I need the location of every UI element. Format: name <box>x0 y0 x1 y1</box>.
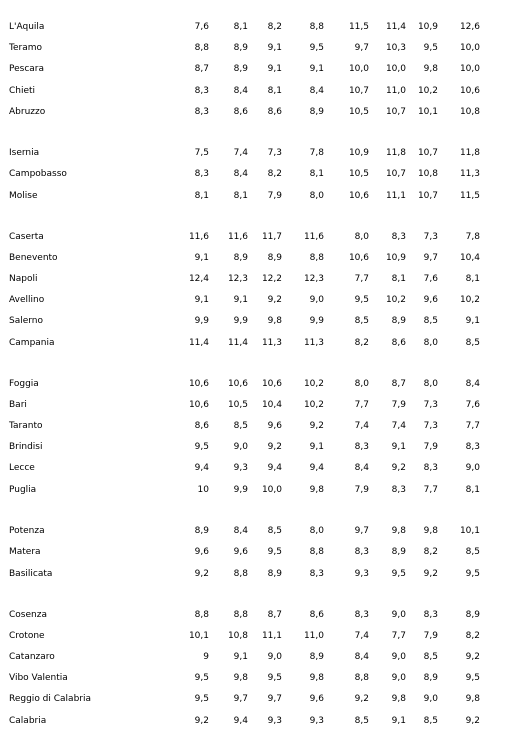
table-cell: 9,5 <box>465 569 480 579</box>
table-cell: 9,8 <box>423 64 438 74</box>
table-cell: 10,6 <box>261 379 282 389</box>
table-cell: 11,3 <box>261 338 282 348</box>
table-cell: 8,3 <box>423 463 438 473</box>
table-row <box>0 250 507 266</box>
table-cell: 7,3 <box>423 400 438 410</box>
table-cell: 9,0 <box>267 652 282 662</box>
table-cell: 9,2 <box>423 569 438 579</box>
table-cell: 9,6 <box>194 547 209 557</box>
table-cell: 9,1 <box>465 316 480 326</box>
table-cell: 8,6 <box>194 421 209 431</box>
table-cell: 10,7 <box>348 86 369 96</box>
row-label: Salerno <box>9 316 44 326</box>
table-cell: 8,5 <box>465 338 480 348</box>
table-cell: 9,1 <box>233 295 248 305</box>
table-row <box>0 166 507 182</box>
table-cell: 9,7 <box>423 253 438 263</box>
table-cell: 9,3 <box>267 716 282 726</box>
table-cell: 9,3 <box>354 569 369 579</box>
row-label: Avellino <box>9 295 45 305</box>
table-cell: 10,5 <box>348 107 369 117</box>
table-cell: 10,4 <box>459 253 480 263</box>
table-cell: 9,5 <box>391 569 406 579</box>
table-cell: 8,8 <box>309 22 324 32</box>
table-cell: 9,5 <box>465 673 480 683</box>
table-cell: 8,1 <box>391 274 406 284</box>
table-cell: 10,6 <box>188 379 209 389</box>
table-cell: 7,4 <box>354 421 369 431</box>
row-label: Campobasso <box>9 169 67 179</box>
table-cell: 8,3 <box>354 547 369 557</box>
table-cell: 8,1 <box>194 191 209 201</box>
table-cell: 11,0 <box>385 86 406 96</box>
table-cell: 7,7 <box>354 400 369 410</box>
table-cell: 10,3 <box>385 43 406 53</box>
table-cell: 9,0 <box>391 652 406 662</box>
table-cell: 9,7 <box>267 694 282 704</box>
table-cell: 10,0 <box>385 64 406 74</box>
row-label: Campania <box>9 338 55 348</box>
table-cell: 7,4 <box>391 421 406 431</box>
table-cell: 9,9 <box>309 316 324 326</box>
table-cell: 11,5 <box>348 22 369 32</box>
table-cell: 8,1 <box>309 169 324 179</box>
table-cell: 9 <box>203 652 209 662</box>
table-cell: 8,5 <box>465 547 480 557</box>
table-cell: 9,6 <box>423 295 438 305</box>
table-row <box>0 566 507 582</box>
table-cell: 10,5 <box>348 169 369 179</box>
table-cell: 10,0 <box>261 485 282 495</box>
table-cell: 9,5 <box>309 43 324 53</box>
table-cell: 9,6 <box>267 421 282 431</box>
table-cell: 8,7 <box>194 64 209 74</box>
table-cell: 8,0 <box>423 338 438 348</box>
table-cell: 9,1 <box>267 64 282 74</box>
table-cell: 10,2 <box>385 295 406 305</box>
table-cell: 11,1 <box>385 191 406 201</box>
table-cell: 8,3 <box>423 610 438 620</box>
table-cell: 11,6 <box>227 232 248 242</box>
row-label: Caserta <box>9 232 44 242</box>
table-cell: 9,8 <box>233 673 248 683</box>
table-cell: 9,2 <box>267 442 282 452</box>
table-cell: 7,6 <box>423 274 438 284</box>
table-cell: 9,1 <box>309 442 324 452</box>
row-label: Vibo Valentia <box>9 673 68 683</box>
table-cell: 12,2 <box>261 274 282 284</box>
table-cell: 7,4 <box>354 631 369 641</box>
table-cell: 9,2 <box>267 295 282 305</box>
table-cell: 11,0 <box>303 631 324 641</box>
table-cell: 8,4 <box>309 86 324 96</box>
table-cell: 8,4 <box>354 463 369 473</box>
table-row <box>0 229 507 245</box>
table-cell: 9,8 <box>423 526 438 536</box>
table-cell: 8,3 <box>354 610 369 620</box>
table-row <box>0 628 507 644</box>
table-cell: 9,8 <box>465 694 480 704</box>
table-cell: 9,2 <box>194 569 209 579</box>
table-cell: 8,3 <box>465 442 480 452</box>
table-cell: 10,2 <box>459 295 480 305</box>
table-cell: 9,8 <box>309 485 324 495</box>
table-cell: 10,0 <box>348 64 369 74</box>
table-cell: 7,9 <box>391 400 406 410</box>
table-cell: 8,8 <box>233 569 248 579</box>
table-cell: 8,0 <box>309 526 324 536</box>
row-label: Reggio di Calabria <box>9 694 91 704</box>
table-row <box>0 19 507 35</box>
table-cell: 8,3 <box>194 107 209 117</box>
row-label: Isernia <box>9 148 40 158</box>
table-cell: 9,1 <box>194 253 209 263</box>
table-cell: 12,3 <box>227 274 248 284</box>
row-label: Benevento <box>9 253 58 263</box>
table-cell: 10,8 <box>227 631 248 641</box>
table-row <box>0 188 507 204</box>
table-cell: 8,9 <box>267 253 282 263</box>
table-cell: 10,6 <box>227 379 248 389</box>
table-row <box>0 691 507 707</box>
table-cell: 8,7 <box>391 379 406 389</box>
table-cell: 11,1 <box>261 631 282 641</box>
table-cell: 9,0 <box>423 694 438 704</box>
table-cell: 8,3 <box>194 86 209 96</box>
table-cell: 8,6 <box>267 107 282 117</box>
table-cell: 10,7 <box>385 107 406 117</box>
table-cell: 9,8 <box>309 673 324 683</box>
table-cell: 9,3 <box>233 463 248 473</box>
table-row <box>0 104 507 120</box>
table-cell: 9,9 <box>233 485 248 495</box>
table-cell: 8,9 <box>309 652 324 662</box>
table-cell: 9,7 <box>354 526 369 536</box>
table-cell: 11,3 <box>303 338 324 348</box>
table-cell: 8,8 <box>194 43 209 53</box>
table-cell: 9,6 <box>233 547 248 557</box>
table-cell: 9,2 <box>354 694 369 704</box>
row-label: Calabria <box>9 716 47 726</box>
table-cell: 8,8 <box>233 610 248 620</box>
table-row <box>0 670 507 686</box>
table-cell: 10,8 <box>459 107 480 117</box>
table-cell: 11,4 <box>188 338 209 348</box>
table-cell: 12,3 <box>303 274 324 284</box>
row-label: Catanzaro <box>9 652 55 662</box>
table-cell: 8,3 <box>391 232 406 242</box>
table-row <box>0 271 507 287</box>
table-row <box>0 460 507 476</box>
table-cell: 10,0 <box>459 43 480 53</box>
table-cell: 8,3 <box>391 485 406 495</box>
table-cell: 7,7 <box>423 485 438 495</box>
table-cell: 12,6 <box>459 22 480 32</box>
table-cell: 7,3 <box>423 421 438 431</box>
table-cell: 11,4 <box>385 22 406 32</box>
table-cell: 8,8 <box>309 253 324 263</box>
row-label: Chieti <box>9 86 36 96</box>
table-cell: 8,9 <box>194 526 209 536</box>
row-label: Potenza <box>9 526 45 536</box>
table-cell: 9,4 <box>194 463 209 473</box>
table-cell: 9,5 <box>267 673 282 683</box>
table-cell: 12,4 <box>188 274 209 284</box>
table-cell: 9,5 <box>423 43 438 53</box>
table-row <box>0 376 507 392</box>
row-label: Brindisi <box>9 442 43 452</box>
table-cell: 9,4 <box>267 463 282 473</box>
table-cell: 9,2 <box>309 421 324 431</box>
table-cell: 7,9 <box>423 631 438 641</box>
table-cell: 7,3 <box>267 148 282 158</box>
table-cell: 8,4 <box>233 86 248 96</box>
table-row <box>0 83 507 99</box>
table-cell: 9,2 <box>391 463 406 473</box>
table-cell: 10,6 <box>459 86 480 96</box>
table-cell: 9,0 <box>309 295 324 305</box>
row-label: Bari <box>9 400 27 410</box>
table-cell: 9,1 <box>267 43 282 53</box>
table-row <box>0 145 507 161</box>
table-cell: 8,9 <box>233 253 248 263</box>
table-cell: 9,1 <box>233 652 248 662</box>
table-cell: 11,6 <box>188 232 209 242</box>
table-cell: 7,3 <box>423 232 438 242</box>
table-cell: 8,9 <box>465 610 480 620</box>
table-row <box>0 607 507 623</box>
table-row <box>0 397 507 413</box>
table-cell: 9,5 <box>194 694 209 704</box>
row-label: Basilicata <box>9 569 53 579</box>
table-row <box>0 418 507 434</box>
table-cell: 8,2 <box>354 338 369 348</box>
table-row <box>0 544 507 560</box>
table-cell: 10,1 <box>459 526 480 536</box>
row-label: Crotone <box>9 631 45 641</box>
table-cell: 8,2 <box>267 22 282 32</box>
table-cell: 8,5 <box>267 526 282 536</box>
table-cell: 8,9 <box>309 107 324 117</box>
table-cell: 7,7 <box>354 274 369 284</box>
table-cell: 7,8 <box>309 148 324 158</box>
table-cell: 10,6 <box>348 253 369 263</box>
table-cell: 8,0 <box>423 379 438 389</box>
row-label: Cosenza <box>9 610 47 620</box>
table-cell: 8,4 <box>233 526 248 536</box>
table-row <box>0 523 507 539</box>
table-cell: 8,9 <box>233 43 248 53</box>
row-label: Matera <box>9 547 41 557</box>
table-cell: 8,3 <box>194 169 209 179</box>
table-cell: 8,8 <box>309 547 324 557</box>
table-cell: 8,5 <box>233 421 248 431</box>
table-cell: 10,2 <box>303 400 324 410</box>
table-cell: 8,6 <box>309 610 324 620</box>
table-row <box>0 313 507 329</box>
row-label: Teramo <box>9 43 42 53</box>
table-cell: 8,9 <box>391 316 406 326</box>
row-label: Molise <box>9 191 38 201</box>
table-cell: 8,2 <box>465 631 480 641</box>
table-cell: 10,2 <box>303 379 324 389</box>
table-cell: 7,9 <box>267 191 282 201</box>
row-label: Taranto <box>9 421 43 431</box>
table-row <box>0 335 507 351</box>
table-cell: 11,3 <box>459 169 480 179</box>
table-cell: 8,4 <box>233 169 248 179</box>
table-cell: 8,1 <box>267 86 282 96</box>
table-cell: 10,8 <box>417 169 438 179</box>
table-cell: 9,1 <box>391 442 406 452</box>
table-cell: 11,5 <box>459 191 480 201</box>
table-cell: 10,9 <box>385 253 406 263</box>
table-cell: 9,4 <box>309 463 324 473</box>
table-cell: 10,7 <box>417 148 438 158</box>
table-cell: 8,2 <box>267 169 282 179</box>
table-cell: 7,4 <box>233 148 248 158</box>
table-cell: 8,5 <box>423 316 438 326</box>
table-row <box>0 649 507 665</box>
table-cell: 8,6 <box>233 107 248 117</box>
table-cell: 9,9 <box>194 316 209 326</box>
table-cell: 9,5 <box>194 673 209 683</box>
table-cell: 8,1 <box>233 191 248 201</box>
table-cell: 10,5 <box>227 400 248 410</box>
table-row <box>0 713 507 729</box>
table-cell: 8,5 <box>423 716 438 726</box>
table-cell: 8,0 <box>354 379 369 389</box>
table-cell: 8,3 <box>309 569 324 579</box>
row-label: Napoli <box>9 274 38 284</box>
table-cell: 8,9 <box>233 64 248 74</box>
table-cell: 8,4 <box>354 652 369 662</box>
table-cell: 8,6 <box>391 338 406 348</box>
table-cell: 10 <box>197 485 209 495</box>
table-cell: 9,3 <box>309 716 324 726</box>
table-cell: 11,8 <box>385 148 406 158</box>
table-row <box>0 292 507 308</box>
table-cell: 9,5 <box>354 295 369 305</box>
table-cell: 7,9 <box>423 442 438 452</box>
table-cell: 7,6 <box>194 22 209 32</box>
table-cell: 9,7 <box>233 694 248 704</box>
table-row <box>0 482 507 498</box>
table-cell: 9,9 <box>233 316 248 326</box>
table-cell: 10,6 <box>348 191 369 201</box>
table-cell: 9,0 <box>391 673 406 683</box>
table-cell: 7,8 <box>465 232 480 242</box>
table-cell: 9,0 <box>391 610 406 620</box>
row-label: Pescara <box>9 64 45 74</box>
table-cell: 7,7 <box>391 631 406 641</box>
table-cell: 10,6 <box>188 400 209 410</box>
table-cell: 9,1 <box>309 64 324 74</box>
table-cell: 8,1 <box>465 274 480 284</box>
table-row <box>0 61 507 77</box>
table-cell: 8,1 <box>465 485 480 495</box>
table-cell: 9,8 <box>267 316 282 326</box>
table-cell: 10,9 <box>417 22 438 32</box>
table-cell: 8,3 <box>354 442 369 452</box>
table-row <box>0 439 507 455</box>
table-cell: 8,0 <box>354 232 369 242</box>
table-cell: 9,1 <box>194 295 209 305</box>
table-cell: 7,5 <box>194 148 209 158</box>
table-cell: 9,2 <box>194 716 209 726</box>
table-cell: 8,5 <box>354 316 369 326</box>
table-cell: 8,7 <box>267 610 282 620</box>
row-label: L'Aquila <box>9 22 45 32</box>
table-cell: 9,0 <box>233 442 248 452</box>
table-cell: 10,2 <box>417 86 438 96</box>
row-label: Lecce <box>9 463 35 473</box>
table-cell: 9,2 <box>465 716 480 726</box>
table-cell: 7,9 <box>354 485 369 495</box>
table-cell: 10,9 <box>348 148 369 158</box>
table-cell: 8,9 <box>391 547 406 557</box>
table-row <box>0 40 507 56</box>
table-cell: 11,6 <box>303 232 324 242</box>
table-cell: 7,7 <box>465 421 480 431</box>
table-cell: 9,4 <box>233 716 248 726</box>
table-cell: 11,7 <box>261 232 282 242</box>
table-cell: 9,2 <box>465 652 480 662</box>
table-cell: 9,5 <box>194 442 209 452</box>
table-cell: 10,0 <box>459 64 480 74</box>
table-cell: 8,5 <box>354 716 369 726</box>
table-cell: 9,8 <box>391 694 406 704</box>
table-cell: 10,1 <box>188 631 209 641</box>
table-cell: 10,1 <box>417 107 438 117</box>
table-cell: 9,6 <box>309 694 324 704</box>
row-label: Abruzzo <box>9 107 46 117</box>
table-cell: 9,0 <box>465 463 480 473</box>
table-cell: 8,8 <box>194 610 209 620</box>
table-cell: 8,1 <box>233 22 248 32</box>
table-cell: 8,2 <box>423 547 438 557</box>
row-label: Puglia <box>9 485 37 495</box>
table-cell: 8,5 <box>423 652 438 662</box>
table-cell: 8,4 <box>465 379 480 389</box>
table-cell: 8,9 <box>423 673 438 683</box>
table-cell: 7,6 <box>465 400 480 410</box>
table-cell: 8,9 <box>267 569 282 579</box>
row-label: Foggia <box>9 379 39 389</box>
table-cell: 10,7 <box>385 169 406 179</box>
table-cell: 11,4 <box>227 338 248 348</box>
table-cell: 9,8 <box>391 526 406 536</box>
table-cell: 8,8 <box>354 673 369 683</box>
table-cell: 11,8 <box>459 148 480 158</box>
table-cell: 9,7 <box>354 43 369 53</box>
table-cell: 10,4 <box>261 400 282 410</box>
table-cell: 8,0 <box>309 191 324 201</box>
table-cell: 9,5 <box>267 547 282 557</box>
table-cell: 9,1 <box>391 716 406 726</box>
table-cell: 10,7 <box>417 191 438 201</box>
